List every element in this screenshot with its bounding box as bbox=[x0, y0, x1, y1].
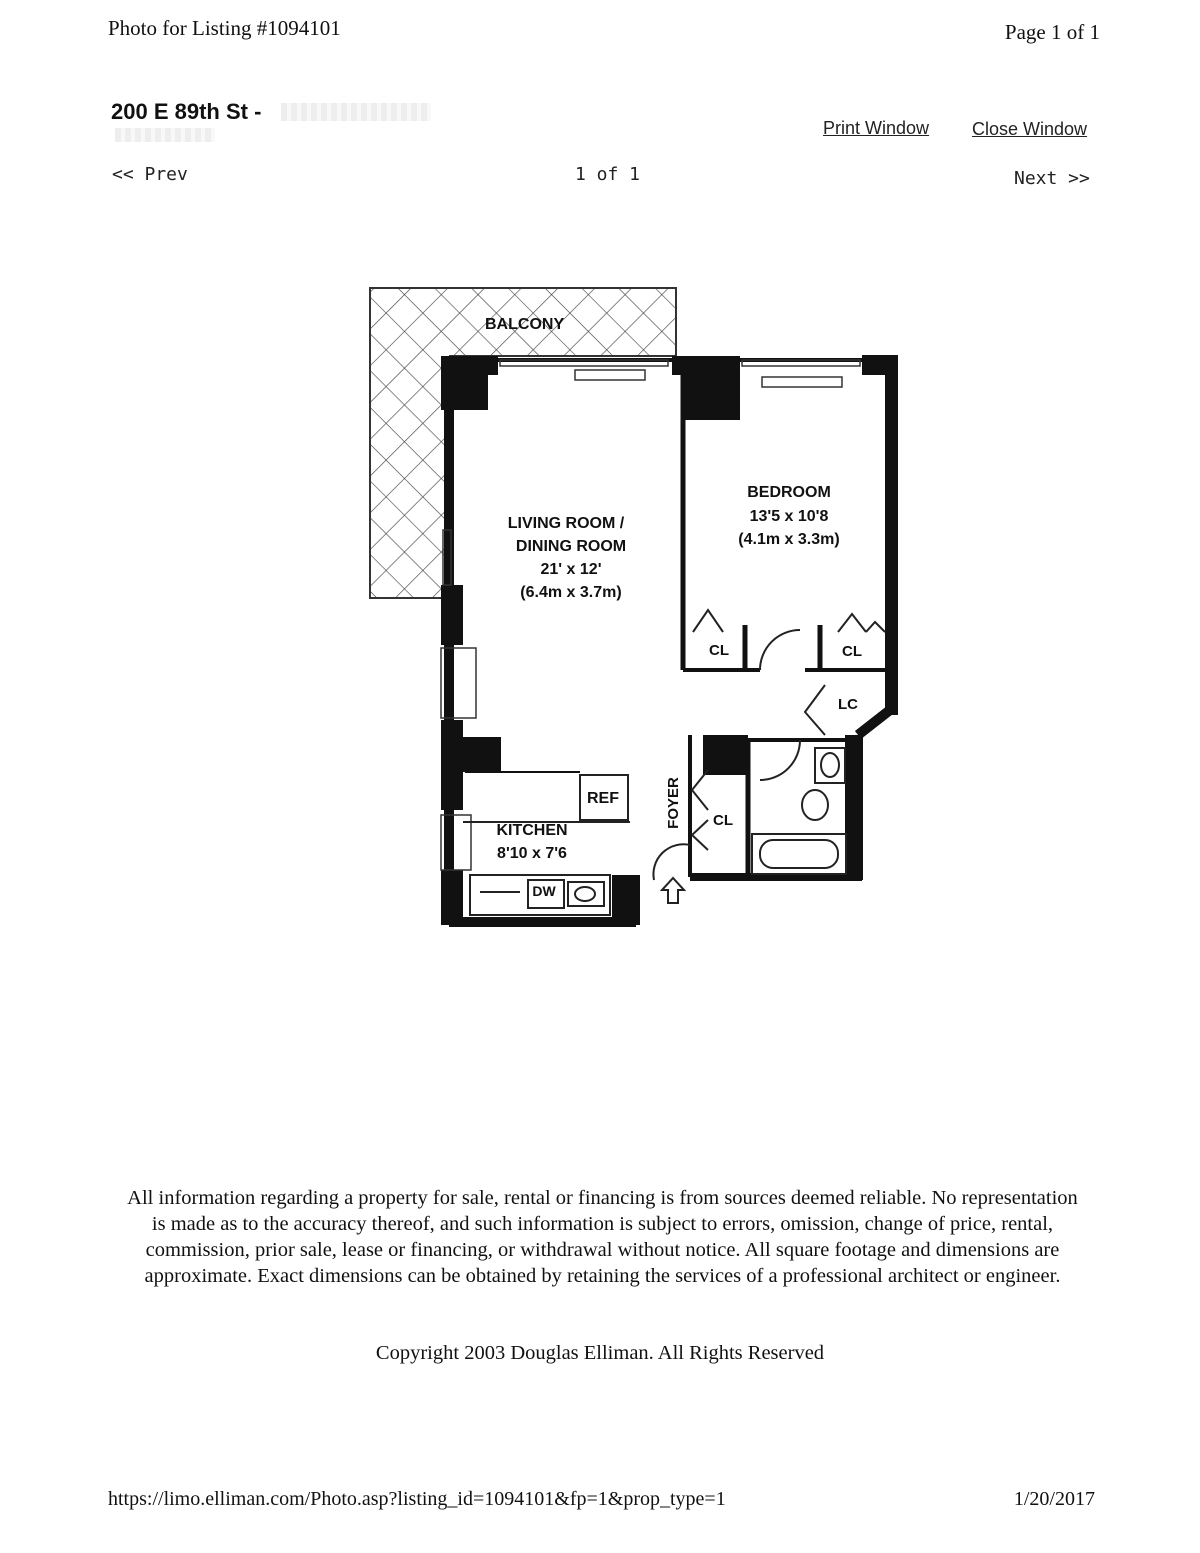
kitchen-dimensions: 8'10 x 7'6 bbox=[497, 845, 567, 862]
bath-fixtures bbox=[752, 748, 846, 874]
bedroom-metric: (4.1m x 3.3m) bbox=[738, 531, 840, 548]
dishwasher-label: DW bbox=[532, 883, 556, 899]
disclaimer-text: All information regarding a property for sale, rental or financing is from sources deemed reliable. No representation is made as to the accuracy thereof, and such information is subject to errors, omission, change of price, rental, commission, prior sale, lease or financing, or withdrawal without notice. All square footage and dimensions are approximate. Exact dimensions can be obtained by retaining the services of a professional architect or engineer. bbox=[127, 1187, 1078, 1287]
photo-count: 1 of 1 bbox=[575, 164, 641, 185]
redacted-unit-number bbox=[281, 103, 431, 121]
closet-label: CL bbox=[709, 642, 729, 659]
balcony-label: BALCONY bbox=[485, 316, 565, 333]
listing-title: Photo for Listing #1094101 bbox=[108, 16, 341, 40]
windows bbox=[441, 360, 860, 870]
refrigerator-label: REF bbox=[587, 790, 619, 807]
kitchen-label: KITCHEN bbox=[496, 822, 568, 839]
living-room-label: LIVING ROOM / bbox=[507, 515, 625, 532]
print-window-link[interactable]: Print Window bbox=[823, 118, 930, 138]
foyer-label: FOYER bbox=[665, 777, 682, 829]
next-link[interactable]: Next >> bbox=[1014, 168, 1090, 189]
address-heading: 200 E 89th St - bbox=[111, 99, 262, 124]
closet-label: CL bbox=[842, 643, 862, 660]
columns bbox=[441, 355, 898, 925]
living-room-metric: (6.4m x 3.7m) bbox=[520, 584, 622, 601]
copyright-text: Copyright 2003 Douglas Elliman. All Rights Reserved bbox=[375, 1342, 825, 1364]
bedroom-dimensions: 13'5 x 10'8 bbox=[749, 508, 829, 525]
footer-url: https://limo.elliman.com/Photo.asp?listing_id=1094101&fp=1&prop_type=1 bbox=[108, 1488, 726, 1510]
linen-closet-label: LC bbox=[838, 696, 858, 713]
living-room-dimensions: 21' x 12' bbox=[540, 561, 602, 578]
entry-arrow-icon bbox=[662, 878, 684, 903]
dining-room-label: DINING ROOM bbox=[515, 538, 627, 555]
footer-date: 1/20/2017 bbox=[1013, 1488, 1095, 1510]
bedroom-label: BEDROOM bbox=[747, 484, 831, 501]
prev-link[interactable]: << Prev bbox=[112, 164, 188, 185]
closet-label: CL bbox=[713, 812, 733, 829]
redacted-listing-id bbox=[115, 128, 215, 142]
close-window-link[interactable]: Close Window bbox=[972, 119, 1088, 139]
floor-plan bbox=[360, 280, 910, 940]
page-indicator: Page 1 of 1 bbox=[1004, 20, 1100, 44]
